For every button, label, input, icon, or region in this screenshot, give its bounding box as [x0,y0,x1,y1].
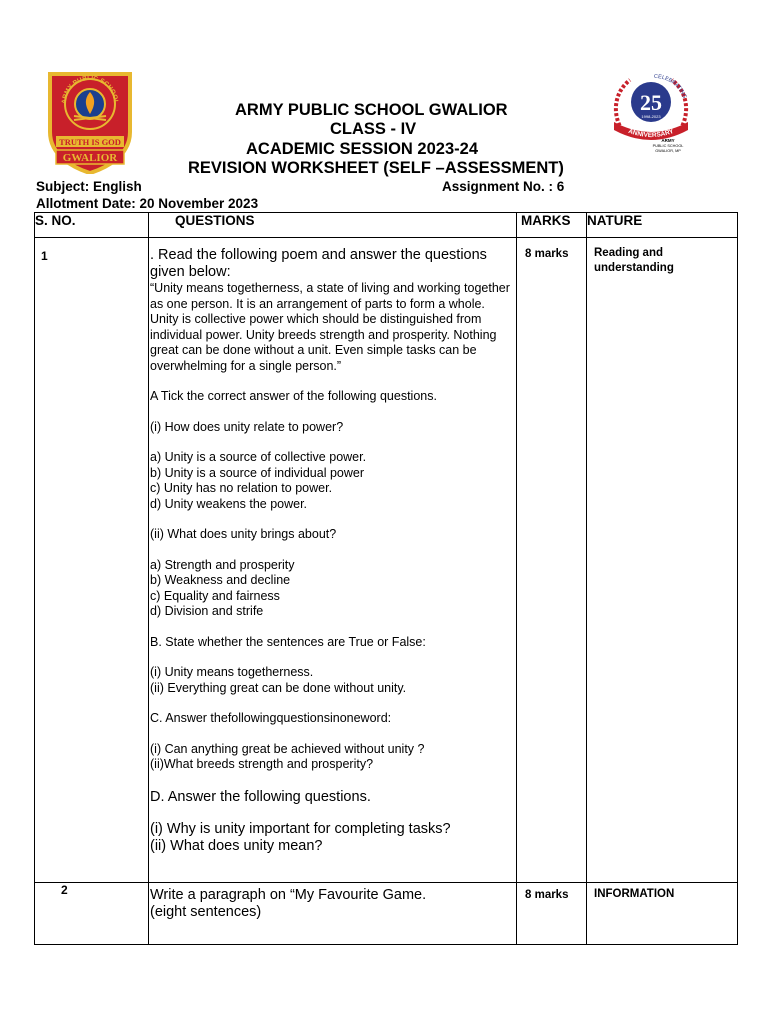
row1-questions [149,238,517,883]
table-header-row [35,213,738,238]
anniversary-logo [608,70,694,156]
worksheet-title: REVISION WORKSHEET (SELF –ASSESSMENT) [188,159,564,177]
q1-option-b: b) Unity is a source of individual power [150,465,364,480]
celebrating-text: CELEBRATING [653,73,688,100]
section-b-item-2: (ii) Everything great can be done without unity. [150,680,407,695]
row1-sno: 1 [35,238,149,883]
anniversary-ribbon-text: ANNIVERSARY [627,127,675,140]
allotment-date: Allotment Date: 20 November 2023 [36,196,259,211]
q1-option-d: d) Unity weakens the power. [150,496,308,511]
section-c-item-2: (ii)What breeds strength and prosperity? [150,757,374,771]
section-d-item-1: (i) Why is unity important for completing tasks? [150,820,451,837]
header-sno: S. NO. [35,213,149,238]
row1-nature: Reading and understanding [587,238,738,883]
q1-option-a: a) Unity is a source of collective power. [150,450,367,464]
row2-nature: INFORMATION [587,883,738,945]
anniversary-number: 25 [640,90,662,115]
q2-option-c: c) Equality and fairness [150,588,280,603]
anniversary-years: 1998-2023 [641,114,661,119]
crest-motto: TRUTH IS GOD [59,137,121,147]
crest-arc-text: ARMY PUBLIC SCHOOL [60,74,120,105]
school-name: ARMY PUBLIC SCHOOL GWALIOR [235,101,508,119]
section-d-instruction: D. Answer the following questions. [150,788,371,805]
assignment-number: Assignment No. : 6 [442,179,565,194]
crest-city: GWALIOR [62,152,118,164]
row1-marks: 8 marks [517,238,587,883]
header-questions: QUESTIONS [149,213,517,238]
section-c-instruction: C. Answer thefollowingquestionsinoneword: [150,711,392,725]
q1-option-c: c) Unity has no relation to power. [150,481,333,495]
worksheet-table [34,212,738,945]
anniversary-line1: ARMY [661,138,675,143]
school-crest-logo [44,70,136,174]
row2-line-1: Write a paragraph on “My Favourite Game. [150,887,427,903]
section-c-item-1: (i) Can anything great be achieved without unity ? [150,741,425,756]
anniversary-line2: PUBLIC SCHOOL [652,144,684,148]
header-nature: NATURE [587,213,738,238]
anniversary-line3: GWALIOR, MP [655,149,681,153]
header-marks: MARKS [517,213,587,238]
question-2: (ii) What does unity brings about? [150,527,337,541]
q2-option-d: d) Division and strife [150,604,264,618]
row2-line-2: (eight sentences) [150,904,262,920]
row1-intro: . Read the following poem and answer the questions given below: [150,247,487,280]
q2-option-b: b) Weakness and decline [150,573,291,587]
row1-poem: “Unity means togetherness, a state of living and working together as one person. It is an arrangement of parts to form a whole. Unity is collective power which should be distinguished from individual power. Unity breeds strength and prosperity. Nothing great can be done without a unit. Even simple tasks can be overwhelming for a single person.” [150,281,510,373]
row2-sno: 2 [35,883,149,945]
section-a-instruction: A Tick the correct answer of the following questions. [150,389,437,403]
table-row [35,238,738,883]
question-1: (i) How does unity relate to power? [150,419,344,434]
row2-marks: 8 marks [517,883,587,945]
session-title: ACADEMIC SESSION 2023-24 [246,140,478,158]
subject-label: Subject: English [36,179,142,194]
section-b-instruction: B. State whether the sentences are True or False: [150,634,426,649]
class-title: CLASS - IV [330,120,417,138]
q2-option-a: a) Strength and prosperity [150,557,295,572]
section-b-item-1: (i) Unity means togetherness. [150,665,314,679]
row2-questions [149,883,517,945]
section-d-item-2: (ii) What does unity mean? [150,837,323,854]
table-row [35,883,738,945]
